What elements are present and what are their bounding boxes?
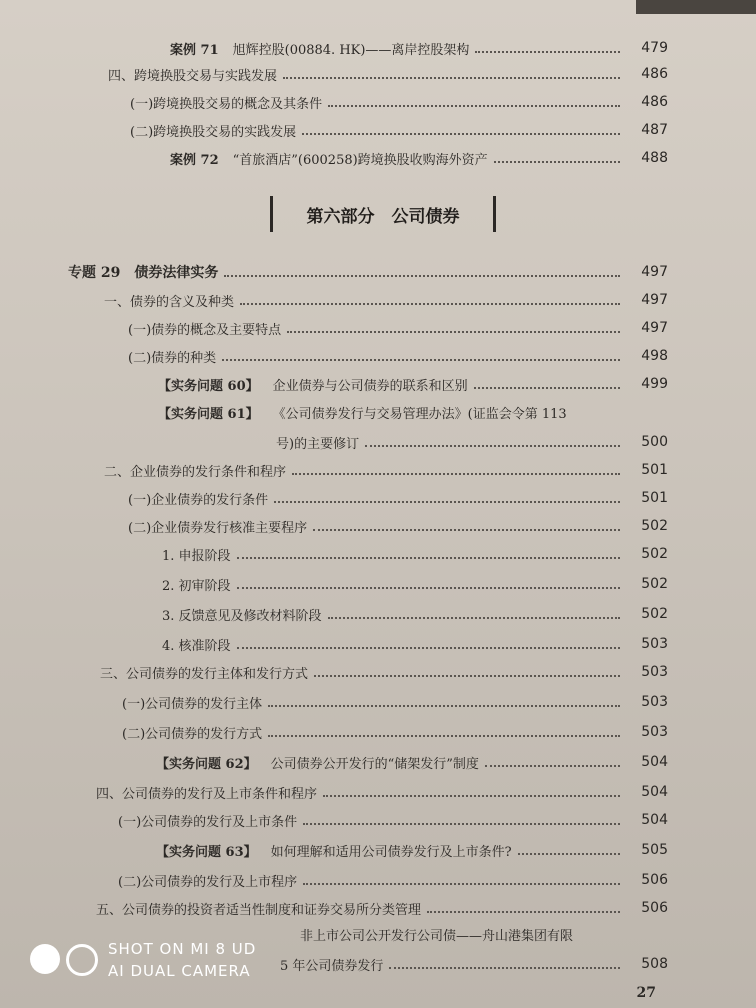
toc-entry-page: 479 xyxy=(641,40,668,56)
toc-entry-page: 503 xyxy=(641,664,668,680)
toc-entry-title: 非上市公司公开发行公司债——舟山港集团有限 xyxy=(300,928,574,944)
toc-entry-title: (二)跨境换股交易的实践发展 xyxy=(130,124,297,140)
dot-leader xyxy=(268,734,620,737)
toc-entry xyxy=(0,718,756,746)
toc-entry-page: 502 xyxy=(641,606,668,622)
dot-leader xyxy=(389,966,620,969)
toc-entry-title: 3. 反馈意见及修改材料阶段 xyxy=(162,608,322,624)
toc-entry xyxy=(0,88,756,116)
dot-leader xyxy=(240,302,620,305)
dot-leader xyxy=(313,528,620,531)
toc-entry-page: 497 xyxy=(641,320,668,336)
toc-entry-page: 506 xyxy=(641,872,668,888)
toc-entry-page: 505 xyxy=(641,842,668,858)
toc-entry xyxy=(0,342,756,370)
dot-leader xyxy=(314,674,620,677)
dot-leader xyxy=(268,704,620,707)
toc-entry xyxy=(0,116,756,144)
toc-entry-page: 486 xyxy=(641,94,668,110)
toc-entry xyxy=(0,314,756,342)
toc-entry-title: 二、企业债券的发行条件和程序 xyxy=(104,464,287,480)
toc-entry-title: (二)债券的种类 xyxy=(128,350,217,366)
toc-entry-page: 504 xyxy=(641,812,668,828)
toc-entry xyxy=(0,658,756,686)
toc-entry-tag: 【实务问题 61】 xyxy=(158,406,259,422)
toc-entry-tag: 【实务问题 63】 xyxy=(156,844,257,860)
toc-entry xyxy=(0,258,756,286)
toc-entry-page: 503 xyxy=(641,694,668,710)
toc-entry-title: (二)企业债券发行核准主要程序 xyxy=(128,520,308,536)
toc-entry-tag: 【实务问题 60】 xyxy=(158,378,259,394)
toc-entry-title: 专题 29 债券法律实务 xyxy=(68,265,219,281)
toc-entry xyxy=(0,836,756,864)
toc-entry-title: (一)企业债券的发行条件 xyxy=(128,492,269,508)
dot-leader xyxy=(237,586,620,589)
toc-entry xyxy=(0,540,756,568)
camera-watermark xyxy=(30,930,256,990)
toc-entry-title: 旭辉控股(00884. HK)——离岸控股架构 xyxy=(232,42,470,58)
dot-leader xyxy=(485,764,620,767)
toc-entry xyxy=(0,630,756,658)
dot-leader xyxy=(287,330,620,333)
toc-entry-title: 1. 申报阶段 xyxy=(162,548,231,564)
dot-leader xyxy=(303,882,620,885)
dot-leader xyxy=(283,76,620,79)
toc-entry-page: 503 xyxy=(641,636,668,652)
toc-entry xyxy=(0,688,756,716)
dot-leader xyxy=(323,794,620,797)
dot-leader xyxy=(365,444,620,447)
watermark-dot-icon xyxy=(30,944,60,974)
toc-entry xyxy=(0,398,756,426)
dot-leader xyxy=(237,646,620,649)
toc-entry-title: 企业债券与公司债券的联系和区别 xyxy=(272,378,468,394)
dot-leader xyxy=(303,822,620,825)
toc-entry xyxy=(0,286,756,314)
toc-entry xyxy=(0,456,756,484)
dot-leader xyxy=(474,386,620,389)
toc-entry xyxy=(0,570,756,598)
toc-entry-title: 公司债券公开发行的“储架发行”制度 xyxy=(270,756,479,772)
dot-leader xyxy=(328,104,620,107)
toc-entry-page: 503 xyxy=(641,724,668,740)
toc-entry-title: 三、公司债券的发行主体和发行方式 xyxy=(100,666,309,682)
toc-entry-title: (一)公司债券的发行主体 xyxy=(122,696,263,712)
toc-entry-title: (二)公司债券的发行及上市程序 xyxy=(118,874,298,890)
toc-entry-page: 502 xyxy=(641,518,668,534)
toc-entry xyxy=(0,428,756,456)
dot-leader xyxy=(328,616,620,619)
toc-entry-page: 501 xyxy=(641,462,668,478)
toc-entry xyxy=(0,512,756,540)
dot-leader xyxy=(222,358,620,361)
toc-entry xyxy=(0,34,756,62)
toc-entry-page: 504 xyxy=(641,784,668,800)
toc-entry-tag: 案例 72 xyxy=(170,152,219,168)
toc-entry xyxy=(0,778,756,806)
toc-entry xyxy=(0,748,756,776)
toc-entry-page: 497 xyxy=(641,292,668,308)
toc-entry-page: 501 xyxy=(641,490,668,506)
toc-entry-title: 一、债券的含义及种类 xyxy=(104,294,235,310)
toc-entry-title: 5 年公司债券发行 xyxy=(280,958,384,974)
toc-entry-title: 五、公司债券的投资者适当性制度和证券交易所分类管理 xyxy=(96,902,422,918)
toc-entry-page: 499 xyxy=(641,376,668,392)
toc-entry-page: 486 xyxy=(641,66,668,82)
dot-leader xyxy=(475,50,620,53)
toc-entry-title: (一)债券的概念及主要特点 xyxy=(128,322,282,338)
dot-leader xyxy=(224,274,620,277)
toc-entry-page: 502 xyxy=(641,576,668,592)
toc-entry-page: 500 xyxy=(641,434,668,450)
dot-leader xyxy=(274,500,620,503)
toc-entry-page: 504 xyxy=(641,754,668,770)
watermark-line-1: SHOT ON MI 8 UD xyxy=(108,940,257,958)
toc-entry-title: 《公司债券发行与交易管理办法》(证监会令第 113 xyxy=(272,406,567,422)
toc-entry-title: 四、公司债券的发行及上市条件和程序 xyxy=(96,786,318,802)
watermark-ring-icon xyxy=(66,944,98,976)
toc-entry-title: 四、跨境换股交易与实践发展 xyxy=(108,68,278,84)
toc-entry-title: (一)跨境换股交易的概念及其条件 xyxy=(130,96,323,112)
toc-entry xyxy=(0,806,756,834)
dot-leader xyxy=(302,132,620,135)
toc-entry-title: 如何理解和适用公司债券发行及上市条件? xyxy=(270,844,512,860)
toc-entry-title: 号)的主要修订 xyxy=(276,436,360,452)
toc-entry-page: 487 xyxy=(641,122,668,138)
toc-entry-tag: 【实务问题 62】 xyxy=(156,756,257,772)
toc-entry xyxy=(0,894,756,922)
toc-entry xyxy=(0,600,756,628)
part-title: 第六部分 公司债券 xyxy=(270,196,496,232)
toc-entry-tag: 案例 71 xyxy=(170,42,219,58)
toc-entry-page: 502 xyxy=(641,546,668,562)
toc-entry-page: 498 xyxy=(641,348,668,364)
toc-entry-page: 508 xyxy=(641,956,668,972)
dot-leader xyxy=(292,472,620,475)
toc-entry-page: 506 xyxy=(641,900,668,916)
toc-entry-title: (一)公司债券的发行及上市条件 xyxy=(118,814,298,830)
toc-entry-page: 488 xyxy=(641,150,668,166)
dot-leader xyxy=(427,910,620,913)
toc-entry xyxy=(0,144,756,172)
toc-entry xyxy=(0,484,756,512)
toc-entry xyxy=(0,60,756,88)
toc-entry xyxy=(0,370,756,398)
dot-leader xyxy=(494,160,620,163)
dot-leader xyxy=(518,852,620,855)
toc-entry-title: (二)公司债券的发行方式 xyxy=(122,726,263,742)
watermark-logo xyxy=(30,944,98,976)
watermark-line-2: AI DUAL CAMERA xyxy=(108,962,251,980)
toc-entry-title: “首旅酒店”(600258)跨境换股收购海外资产 xyxy=(232,152,488,168)
toc-entry-title: 2. 初审阶段 xyxy=(162,578,231,594)
toc-entry-title: 4. 核准阶段 xyxy=(162,638,231,654)
toc-entry-page: 497 xyxy=(641,264,668,280)
dot-leader xyxy=(237,556,620,559)
watermark-text xyxy=(108,938,256,982)
page-number: 27 xyxy=(636,985,656,1001)
toc-entry xyxy=(0,866,756,894)
